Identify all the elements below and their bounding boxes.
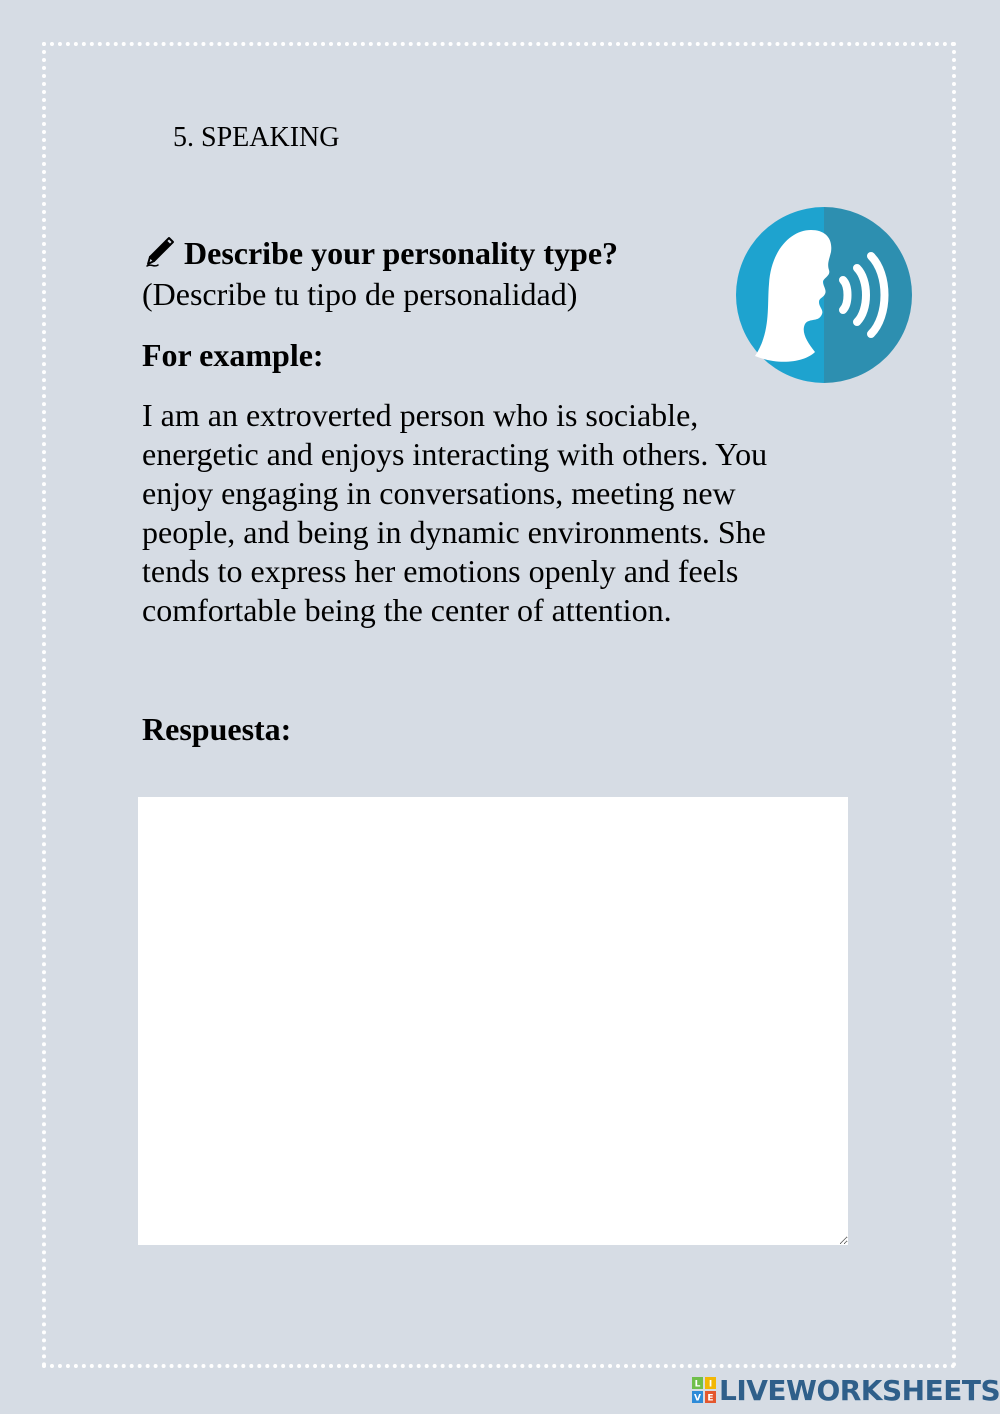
question-prompt: Describe your personality type? bbox=[184, 235, 619, 271]
pencil-icon bbox=[142, 235, 176, 269]
brand-name: LIVEWORKSHEETS bbox=[719, 1373, 1000, 1407]
svg-text:I: I bbox=[708, 1379, 713, 1390]
answer-heading: Respuesta: bbox=[142, 711, 292, 747]
example-heading: For example: bbox=[142, 337, 324, 373]
svg-text:L: L bbox=[694, 1379, 701, 1390]
svg-text:E: E bbox=[707, 1393, 714, 1403]
question-translation: (Describe tu tipo de personalidad) bbox=[142, 276, 578, 312]
answer-textarea[interactable] bbox=[138, 797, 848, 1245]
brand-mark-icon bbox=[692, 1377, 716, 1403]
svg-text:V: V bbox=[694, 1393, 701, 1403]
liveworksheets-logo bbox=[692, 1374, 1000, 1406]
question-line bbox=[142, 234, 618, 272]
speaking-head-icon bbox=[735, 206, 913, 384]
section-title: 5. SPEAKING bbox=[173, 122, 340, 153]
example-text: I am an extroverted person who is sociable, energetic and enjoys interacting with others. You enjoy engaging in conversations, meeting new people, and being in dynamic environments. She tends to express her emotions openly and feels comfortable being the center of attention. bbox=[142, 397, 768, 628]
